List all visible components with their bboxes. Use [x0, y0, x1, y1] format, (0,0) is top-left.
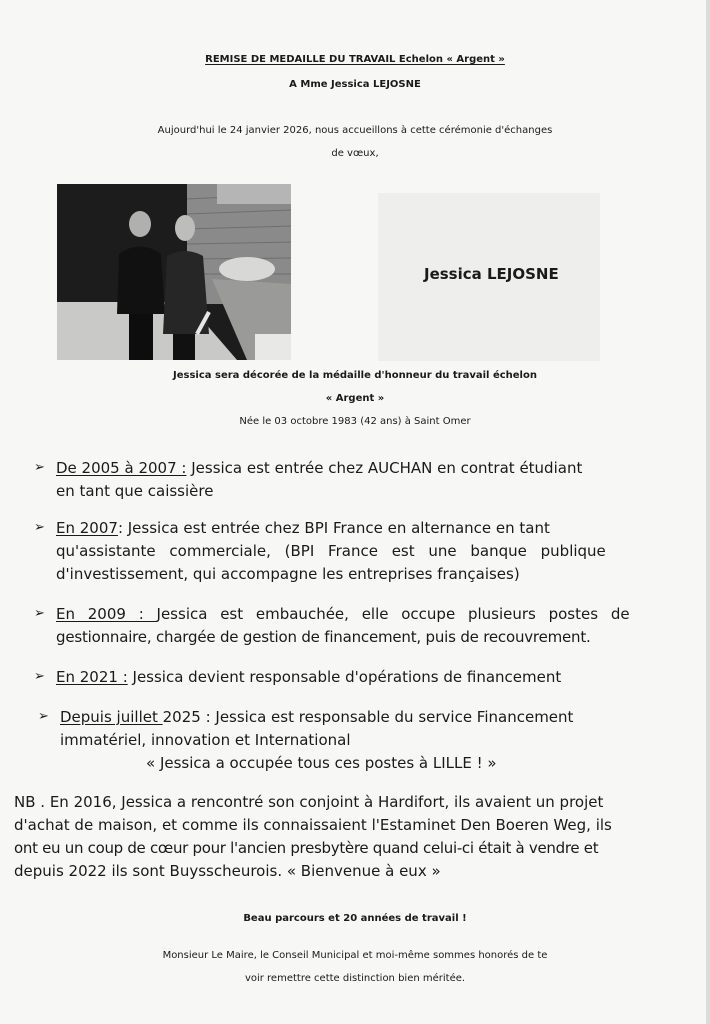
career-item-text: Jessica devient responsable d'opérations de financement	[127, 668, 562, 686]
nb-line-2: d'achat de maison, et comme ils connaissaient l'Estaminet Den Boeren Weg, ils	[14, 816, 612, 834]
career-item-3-line-2: gestionnaire, chargée de gestion de financement, puis de recouvrement.	[56, 628, 591, 646]
nb-line-1: NB . En 2016, Jessica a rencontré son conjoint à Hardifort, ils avaient un projet	[14, 793, 604, 811]
career-item-2-line-2: qu'assistante commerciale, (BPI France est une banque publique	[56, 542, 606, 560]
document-subtitle: A Mme Jessica LEJOSNE	[289, 79, 421, 90]
career-item-2-line-1	[56, 518, 550, 538]
bullet-arrow-icon: ➢	[34, 520, 45, 535]
career-item-5-line-1	[60, 707, 573, 727]
lille-quote: « Jessica a occupée tous ces postes à LILLE ! »	[146, 754, 497, 772]
intro-line-2: de vœux,	[331, 148, 379, 159]
birth-info: Née le 03 octobre 1983 (42 ans) à Saint Omer	[239, 416, 471, 427]
ceremony-photo	[57, 184, 291, 360]
career-item-4-line-1	[56, 667, 561, 687]
career-item-text: 2025 : Jessica est responsable du service Financement	[162, 708, 574, 726]
career-item-text: : Jessica est entrée chez BPI France en alternance en tant	[117, 519, 550, 537]
career-item-1-line-2: en tant que caissière	[56, 482, 214, 500]
career-item-date: De 2005 à 2007 :	[56, 459, 187, 477]
nb-line-3: ont eu un coup de cœur pour l'ancien presbytère quand celui-ci était à vendre et	[14, 839, 599, 857]
career-item-date: En 2021 :	[56, 668, 128, 686]
career-item-text: Jessica est embauchée, elle occupe plusieurs postes de	[156, 605, 630, 623]
closing-line-1: Monsieur Le Maire, le Conseil Municipal et moi-même sommes honorés de te	[162, 950, 548, 961]
bullet-arrow-icon: ➢	[38, 709, 49, 724]
photo-two-women-icon	[57, 184, 291, 360]
career-item-date: En 2009 :	[56, 605, 157, 623]
bullet-arrow-icon: ➢	[34, 606, 45, 621]
decoration-line-2: « Argent »	[325, 393, 385, 404]
honoree-name-caption: Jessica LEJOSNE	[424, 265, 559, 283]
document-title: REMISE DE MEDAILLE DU TRAVAIL Echelon « Argent »	[205, 54, 505, 65]
bullet-arrow-icon: ➢	[34, 460, 45, 475]
decoration-line-1: Jessica sera décorée de la médaille d'honneur du travail échelon	[173, 370, 537, 381]
closing-line-2: voir remettre cette distinction bien méritée.	[244, 973, 466, 984]
bullet-arrow-icon: ➢	[34, 669, 45, 684]
nb-line-4: depuis 2022 ils sont Buysscheurois. « Bienvenue à eux »	[14, 862, 441, 880]
career-item-5-line-2: immatériel, innovation et International	[60, 731, 351, 749]
closing-highlight: Beau parcours et 20 années de travail !	[243, 913, 467, 924]
career-item-2-line-3: d'investissement, qui accompagne les entreprises françaises)	[56, 565, 520, 583]
career-item-date: Depuis juillet	[60, 708, 163, 726]
career-item-date: En 2007	[56, 519, 118, 537]
career-item-3-line-1	[56, 604, 630, 624]
career-item-1-line-1	[56, 458, 582, 478]
intro-line-1: Aujourd'hui le 24 janvier 2026, nous accueillons à cette cérémonie d'échanges	[157, 125, 553, 136]
career-item-text: Jessica est entrée chez AUCHAN en contrat étudiant	[186, 459, 583, 477]
